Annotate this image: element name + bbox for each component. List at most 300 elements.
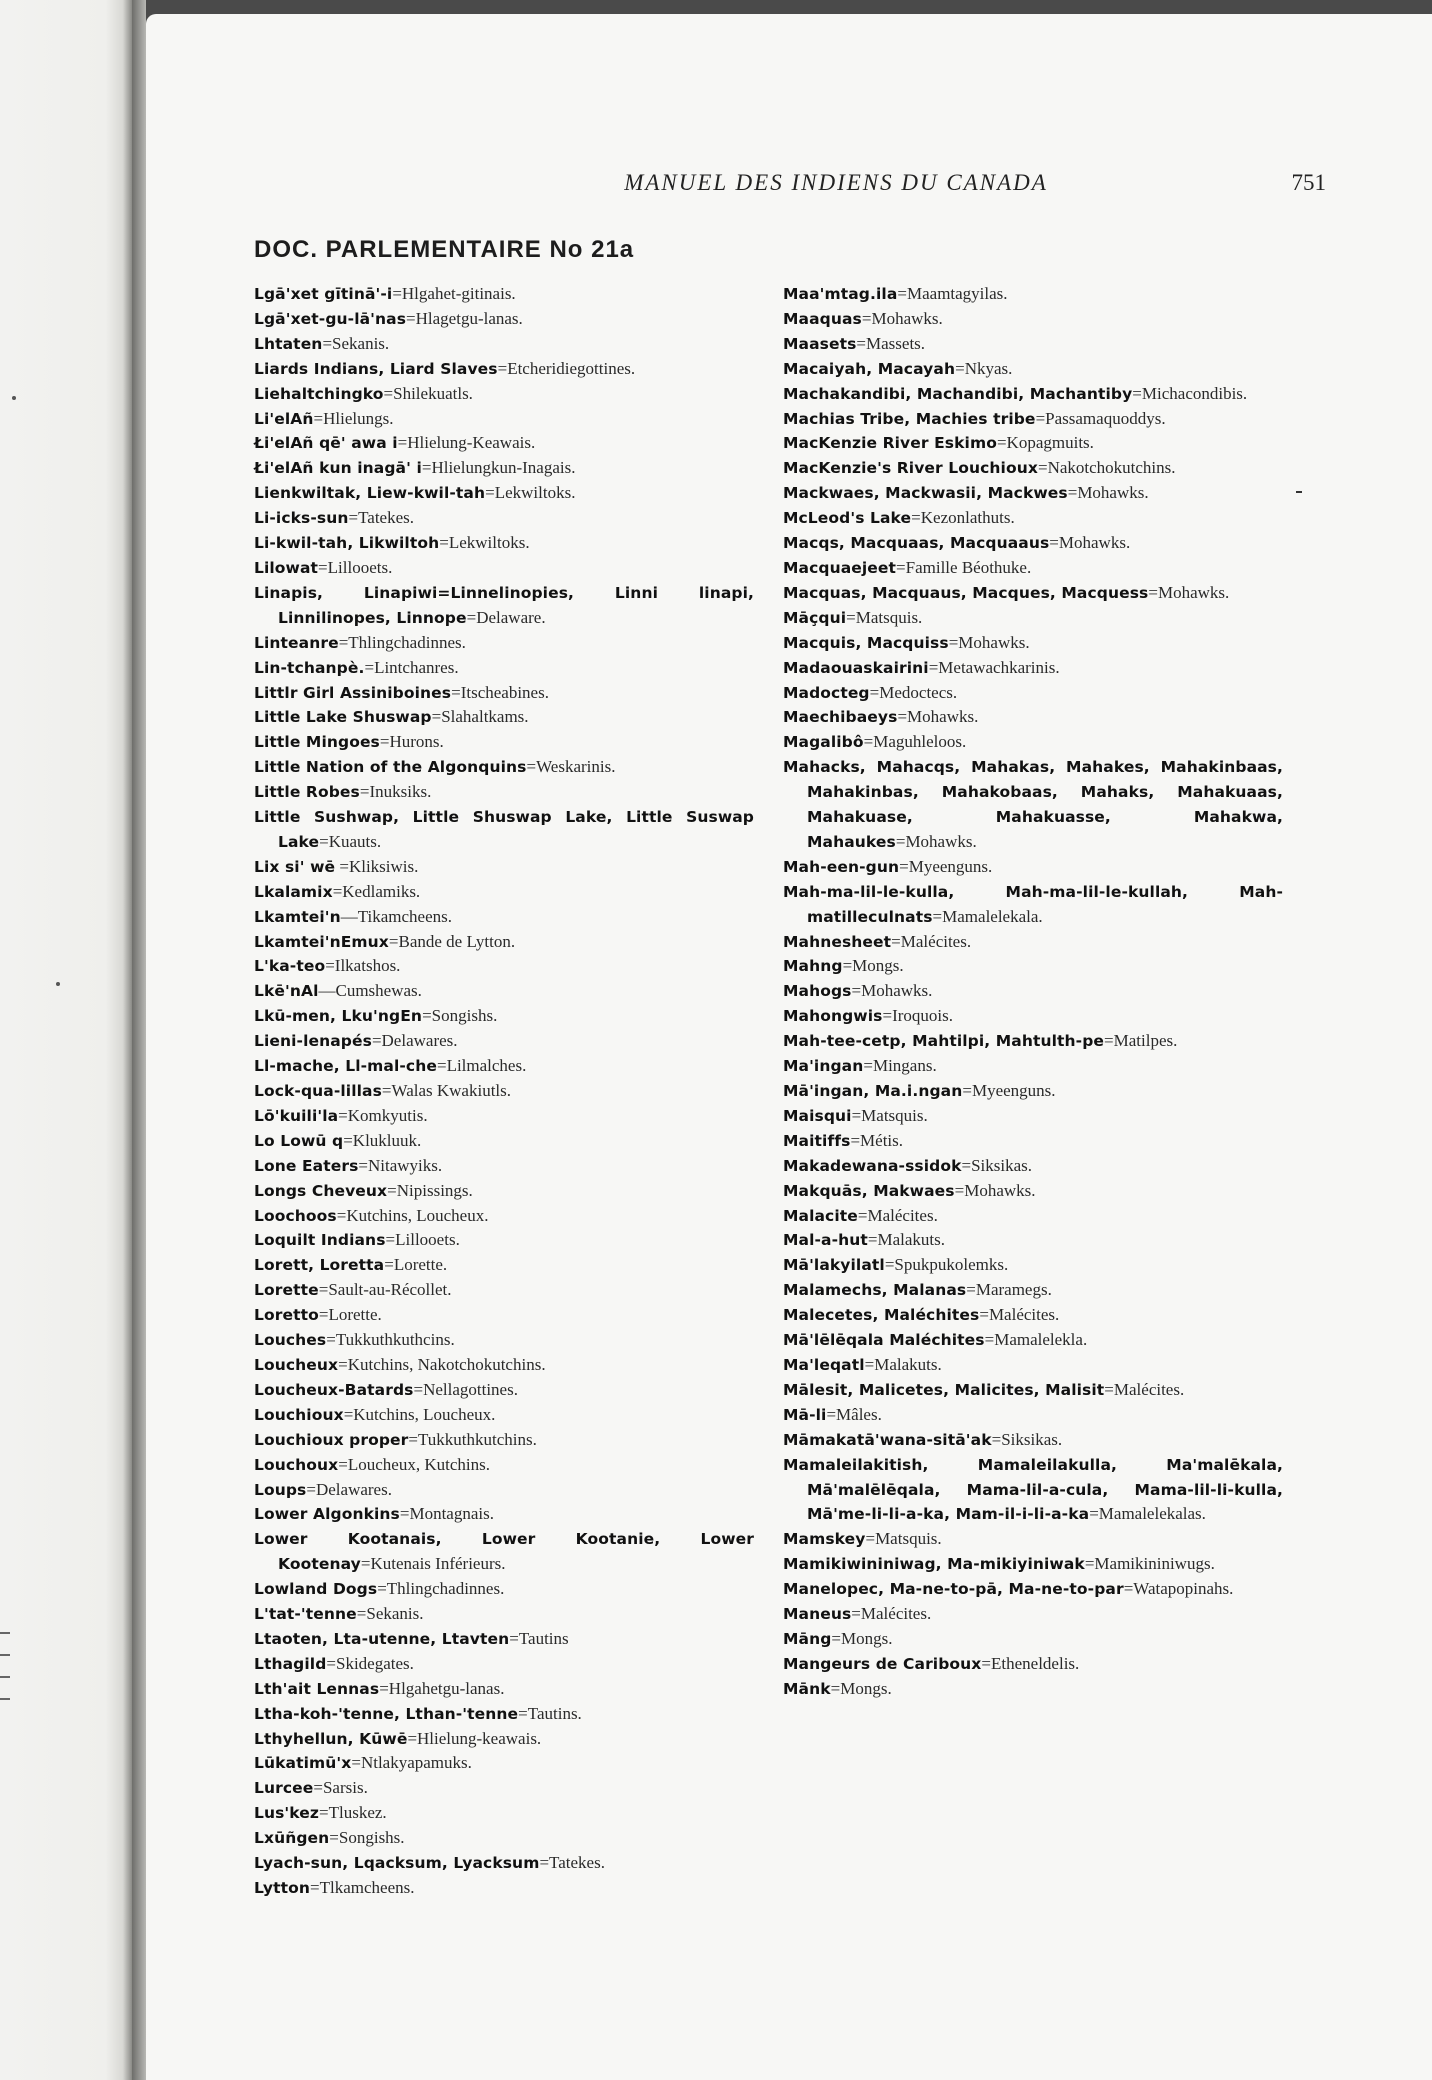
entry-term: Mah-tee-cetp, Mahtilpi, Mahtulth-pe [783,1032,1105,1051]
entry-value: Malécites. [900,931,972,951]
index-entry [783,755,1283,855]
entry-value: Myeenguns. [908,856,993,876]
entry-separator: — [340,906,358,926]
entry-separator: = [313,1778,323,1798]
entry-term: L'ka-teo [254,957,326,976]
entry-value: Kutchins, Loucheux. [346,1205,489,1225]
entry-value: Malécites. [1113,1379,1185,1399]
entry-separator: = [897,707,908,727]
entry-value: Mohawks. [958,632,1030,652]
entry-term: Lkamtei'n [254,907,341,926]
index-entry [783,705,1283,730]
index-entry [254,581,754,631]
index-entry [254,880,754,905]
entry-separator: = [851,981,862,1001]
scan-speck [56,982,60,986]
index-entry [254,1403,754,1428]
index-entry [254,1054,754,1079]
entry-term: Māng [783,1629,832,1648]
entry-value: Nellagottines. [423,1379,518,1399]
entry-separator: = [948,632,959,652]
entry-term: Lower Algonkins [254,1505,400,1524]
index-entry [254,1253,754,1278]
entry-separator: = [385,1230,396,1250]
entry-term: Ll-mache, Ll-mal-che [254,1057,437,1076]
entry-separator: = [863,732,874,752]
index-entry [254,1751,754,1776]
entry-term: Lorette [254,1281,319,1300]
entry-value: Matilpes. [1113,1031,1178,1051]
entry-value: Matsquis. [875,1529,942,1549]
entry-value: Delawares. [381,1031,458,1051]
entry-separator: = [932,906,943,926]
entry-value: Hlielung-Keawais. [407,433,536,453]
entry-separator: = [359,782,370,802]
entry-term: Loucheux [254,1355,339,1374]
index-entry [254,307,754,332]
entry-value: Maamtagyilas. [906,284,1008,303]
entry-value: Songishs. [338,1828,405,1848]
index-entry [254,1602,754,1627]
index-entry [254,755,754,780]
entry-value: Tikamcheens. [357,906,452,926]
entry-term: Loups [254,1480,307,1499]
entry-value: Komkyutis. [347,1105,428,1125]
entry-separator: = [928,657,939,677]
entry-value: Lillooets. [327,557,393,577]
entry-term: Mā-li [783,1405,827,1424]
entry-separator: = [384,1255,394,1275]
entry-value: Massets. [866,333,926,353]
running-head: MANUEL DES INDIENS DU CANADA [624,170,1048,195]
index-entry [254,656,754,681]
entry-separator: = [966,1280,976,1300]
entry-term: Mamaleilakitish, Mamaleilakulla, Ma'malēkala, Mā'malēlēqala, Mama-lil-a-cula, Mama-lil-li-kulla, Mā'me-li-li-a-ka, Mam-il-i-li-a-ka [783,1455,1283,1524]
entry-separator: = [485,483,495,503]
index-entry [254,506,754,531]
entry-value: Nipissings. [396,1180,473,1200]
index-entry [254,954,754,979]
entry-term: Lorett, Loretta [254,1256,385,1275]
entry-separator: = [318,1280,329,1300]
entry-term: Li-kwil-tah, Likwiltoh [254,534,440,553]
index-entry [254,1228,754,1253]
index-entry [783,1029,1283,1054]
entry-term: Lūkatimū'x [254,1754,352,1773]
entry-separator: = [356,1604,367,1624]
index-entry [254,556,754,581]
entry-separator: = [856,333,867,353]
entry-value: Matsquis. [861,1105,928,1125]
index-entry [254,1702,754,1727]
entry-term: Liards Indians, Liard Slaves [254,359,498,378]
entry-term: Little Lake Shuswap [254,708,432,727]
index-entry [254,382,754,407]
entry-value: Nkyas. [964,358,1013,378]
entry-term: Maa'mtag.ila [783,285,898,303]
entry-value: Lintchanres. [374,657,459,677]
entry-term: Ma'leqatl [783,1355,865,1374]
entry-term: Lō'kuili'la [254,1106,339,1125]
entry-separator: = [451,682,461,702]
entry-separator: = [436,1056,447,1076]
entry-term: Mā'lakyilatl [783,1256,885,1275]
index-entry [254,1478,754,1503]
index-entry [254,1154,754,1179]
entry-value: Mamalelekalas. [1098,1504,1206,1524]
index-entry [783,1652,1283,1677]
entry-value: Passamaquoddys. [1045,408,1166,428]
entry-separator: = [984,1330,995,1350]
entry-separator: = [831,1628,842,1648]
entry-value: Shilekuatls. [393,383,473,403]
entry-separator: = [325,956,335,976]
index-entry [783,307,1283,332]
entry-separator: = [326,1330,336,1350]
entry-term: Mahongwis [783,1007,883,1026]
entry-value: Mohawks. [964,1180,1036,1200]
entry-term: Lkalamix [254,882,333,901]
entry-separator: = [996,433,1007,453]
index-entry [783,506,1283,531]
index-entry [783,1577,1283,1602]
entry-value: Matsquis. [855,607,923,627]
entry-term: Mangeurs de Cariboux [783,1654,982,1673]
entry-value: Itscheabines. [460,682,549,702]
index-entry [254,1004,754,1029]
entry-value: Skidegates. [336,1653,414,1673]
entry-separator: = [377,1579,387,1599]
entry-term: Mahacks, Mahacqs, Mahakas, Mahakes, Mahakinbaas, Mahakinbas, Mahakobaas, Mahaks, Mahakuaas, Mahakuase, Mahakuasse, Mahakwa, Mahaukes [783,758,1283,851]
index-entry [254,1353,754,1378]
entry-value: Métis. [860,1130,904,1150]
scan-mark [0,1698,10,1700]
entry-value: Delaware. [476,607,546,627]
index-entry [783,1278,1283,1303]
entry-term: Madocteg [783,683,870,702]
entry-term: Ma'ingan [783,1057,864,1076]
entry-term: Mah-ma-lil-le-kulla, Mah-ma-lil-le-kullah, Mah-matilleculnats [783,882,1283,926]
entry-term: Mā'ingan, Ma.i.ngan [783,1082,963,1100]
index-entry [783,1303,1283,1328]
index-entry [254,705,754,730]
index-entry [783,1677,1283,1702]
entry-term: Macquas, Macquaus, Macques, Macquess [783,583,1149,602]
entry-term: Mamikiwininiwag, Ma-mikiyiniwak [783,1555,1085,1574]
index-entry [783,1179,1283,1204]
right-column [783,282,1283,1702]
entry-separator: = [329,1828,339,1848]
index-entry [254,681,754,706]
entry-term: Lilowat [254,558,319,577]
entry-term: Lone Eaters [254,1156,359,1175]
entry-term: Malamechs, Malanas [783,1281,967,1300]
entry-value: Cumshewas. [335,981,422,1001]
entry-value: Tukkuthkuthcins. [335,1330,455,1350]
entry-separator: = [991,1429,1002,1449]
index-entry [254,1727,754,1752]
index-entry [783,1004,1283,1029]
entry-separator: = [338,1105,348,1125]
left-column [254,282,754,1901]
index-entry [254,930,754,955]
entry-term: Little Robes [254,783,360,802]
entry-value: Hlagetgu-lanas. [415,308,523,328]
entry-term: Maaquas [783,309,862,328]
entry-term: Macquis, Macquiss [783,633,949,652]
entry-term: Lus'kez [254,1804,320,1823]
entry-value: Weskarinis. [536,757,616,777]
entry-separator: = [857,1205,868,1225]
entry-term: Liehaltchingko [254,384,384,403]
entry-separator: = [1084,1554,1095,1574]
entry-term: Loquilt Indians [254,1231,386,1250]
entry-value: Mongs. [840,1678,892,1698]
entry-value: Siksikas. [1001,1429,1063,1449]
index-entry [254,407,754,432]
entry-value: Lilmalches. [446,1056,527,1076]
entry-separator: = [408,1429,419,1449]
entry-value: Kuauts. [328,831,382,851]
entry-value: Ilkatshos. [334,956,401,976]
entry-separator: = [413,1379,424,1399]
index-entry [254,1776,754,1801]
entry-separator: = [422,1006,432,1026]
index-entry [783,431,1283,456]
entry-term: Louches [254,1331,327,1350]
entry-term: Mamskey [783,1530,866,1549]
index-entry [254,1328,754,1353]
index-entry [254,1527,754,1577]
entry-value: Mâles. [836,1404,882,1424]
entry-separator: = [962,1081,972,1100]
index-entry [254,1502,754,1527]
entry-term: Macquaejeet [783,558,897,577]
entry-term: Louchioux proper [254,1430,409,1449]
index-entry [254,456,754,481]
entry-term: Macaiyah, Macayah [783,359,956,378]
entry-term: Lo Lowū q [254,1131,344,1150]
entry-separator: = [518,1703,528,1723]
index-entry [254,332,754,357]
entry-value: Tluskez. [328,1803,387,1823]
index-entry [783,1129,1283,1154]
index-entry [254,1179,754,1204]
entry-value: Mamalelekla. [994,1330,1088,1350]
entry-term: Mackwaes, Mackwasii, Mackwes [783,484,1068,503]
entry-separator: = [407,1728,418,1748]
entry-term: Loochoos [254,1206,337,1225]
entry-separator: = [961,1155,972,1175]
index-entry [783,1328,1283,1353]
entry-separator: = [439,533,449,553]
entry-term: Loretto [254,1306,319,1325]
entry-term: Lieni-lenapés [254,1032,372,1051]
index-entry [783,930,1283,955]
entry-term: Longs Cheveux [254,1181,388,1200]
entry-term: Lower Kootanais, Lower Kootanie, Lower Kootenay [254,1530,754,1574]
entry-value: Tatekes. [358,508,415,528]
entry-value: Kutchins, Nakotchokutchins. [347,1354,546,1374]
index-entry [254,1652,754,1677]
entry-separator: = [360,1554,371,1574]
entry-term: Lgā'xet gītinā'-i [254,285,393,303]
index-entry [783,681,1283,706]
entry-value: Sarsis. [322,1778,368,1798]
entry-value: Thlingchadinnes. [348,632,466,652]
index-entry [254,805,754,855]
entry-separator: = [313,408,324,428]
entry-separator: = [1148,582,1158,602]
entry-value: Tlkamcheens. [319,1878,415,1897]
entry-separator: = [326,1653,336,1673]
index-entry [783,1627,1283,1652]
entry-term: Makquās, Makwaes [783,1181,955,1200]
entry-separator: = [392,284,402,303]
entry-separator: = [319,831,329,851]
entry-separator: = [861,308,872,328]
entry-term: MacKenzie River Eskimo [783,434,997,453]
index-entry [254,1278,754,1303]
entry-term: Machakandibi, Machandibi, Machantiby [783,384,1133,403]
entry-separator: = [319,1803,329,1823]
entry-term: Lkū-men, Lku'ngEn [254,1007,423,1026]
entry-value: Spukpukolemks. [894,1255,1009,1275]
index-entry [783,954,1283,979]
entry-separator: = [509,1628,519,1648]
entry-value: Medoctecs. [879,682,958,702]
entry-separator: = [851,1105,862,1125]
entry-term: L'tat-'tenne [254,1605,357,1624]
index-entry [254,1801,754,1826]
entry-term: Ltha-koh-'tenne, Lthan-'tenne [254,1704,519,1723]
index-entry [783,531,1283,556]
index-entry [254,905,754,930]
index-entry [254,1577,754,1602]
entry-term: Littlr Girl Assiniboines [254,683,452,702]
index-entry [254,1826,754,1851]
entry-separator: = [1067,483,1078,503]
entry-separator: = [379,1678,389,1698]
page-number: 751 [1291,170,1326,195]
entry-value: Maguhleloos. [873,732,967,752]
entry-separator: = [896,557,906,577]
entry-separator: = [1123,1579,1134,1599]
entry-separator: = [406,308,416,328]
entry-value: Delawares. [315,1479,392,1499]
entry-separator: — [318,981,336,1001]
entry-separator: = [1104,1031,1114,1051]
entry-separator: = [358,1155,369,1175]
entry-term: Linapis, Linapiwi=Linnelinopies, Linni linapi, Linnilinopes, Linnope [254,583,754,627]
entry-separator: = [397,433,408,453]
entry-separator: = [338,1354,348,1374]
entry-value: Lekwiltoks. [448,533,530,553]
index-entry [783,1079,1283,1104]
entry-term: Lthagild [254,1654,327,1673]
entry-separator: = [1089,1504,1099,1524]
entry-separator: = [1132,383,1142,403]
index-entry [254,1129,754,1154]
index-entry [783,1253,1283,1278]
index-entry [254,1851,754,1876]
entry-separator: = [865,1529,876,1549]
entry-separator: = [364,657,375,677]
index-entry [783,1552,1283,1577]
index-entry [783,1428,1283,1453]
entry-term: Mahogs [783,982,852,1001]
entry-term: Macqs, Macquaas, Macquaaus [783,534,1050,553]
index-entry [254,1303,754,1328]
entry-separator: = [310,1878,320,1897]
entry-separator: = [497,358,508,378]
entry-separator: = [981,1653,991,1673]
entry-value: Mohawks. [905,831,977,851]
index-entry [254,531,754,556]
entry-value: Watapopinahs. [1133,1579,1234,1599]
index-entry [783,1453,1283,1528]
index-entry [254,1029,754,1054]
entry-term: Lock-qua-lillas [254,1082,382,1100]
entry-separator: = [335,856,349,876]
index-entry [783,1204,1283,1229]
entry-separator: = [348,508,359,528]
entry-separator: = [842,956,853,976]
entry-value: Malécites. [860,1604,932,1624]
index-entry [783,581,1283,606]
entry-term: Loucheux-Batards [254,1380,414,1399]
entry-value: Tukkuthkutchins. [418,1429,537,1449]
scan-mark [0,1654,10,1656]
entry-term: Lthyhellun, Kūwē [254,1729,408,1748]
entry-separator: = [336,1205,347,1225]
entry-term: Lix si' wē [254,857,336,876]
entry-value: Malakuts. [877,1230,946,1250]
entry-value: Malécites. [867,1205,938,1225]
index-entry [783,282,1283,307]
entry-term: Louchioux [254,1405,344,1424]
entry-value: Myeenguns. [971,1081,1056,1100]
index-entry [783,1403,1283,1428]
index-entry [783,1602,1283,1627]
entry-term: Machias Tribe, Machies tribe [783,409,1036,428]
entry-term: Li'elAñ [254,409,314,428]
entry-term: Māmakatā'wana-sitā'ak [783,1430,992,1449]
entry-separator: = [864,1354,875,1374]
entry-value: Hurons. [389,732,444,752]
index-entry [783,1104,1283,1129]
entry-term: McLeod's Lake [783,509,912,528]
entry-term: MacKenzie's River Louchioux [783,459,1038,478]
index-entry [783,382,1283,407]
entry-value: Mohawks. [1077,483,1149,503]
index-entry [254,481,754,506]
entry-term: Mah-een-gun [783,857,900,876]
entry-value: Mohawks. [907,707,979,727]
entry-value: Kezonlathuts. [920,508,1015,528]
entry-separator: = [338,1454,348,1474]
index-entry [254,631,754,656]
entry-term: Mahng [783,957,843,976]
entry-separator: = [850,1130,861,1150]
entry-value: Mamalelekala. [942,906,1043,926]
index-entry [254,1378,754,1403]
entry-term: Little Nation of the Algonquins [254,758,527,777]
entry-separator: = [911,508,921,528]
index-entry [783,1353,1283,1378]
entry-value: Hlielungkun-Inagais. [431,458,576,478]
entry-value: Hlielung-keawais. [417,1728,542,1748]
